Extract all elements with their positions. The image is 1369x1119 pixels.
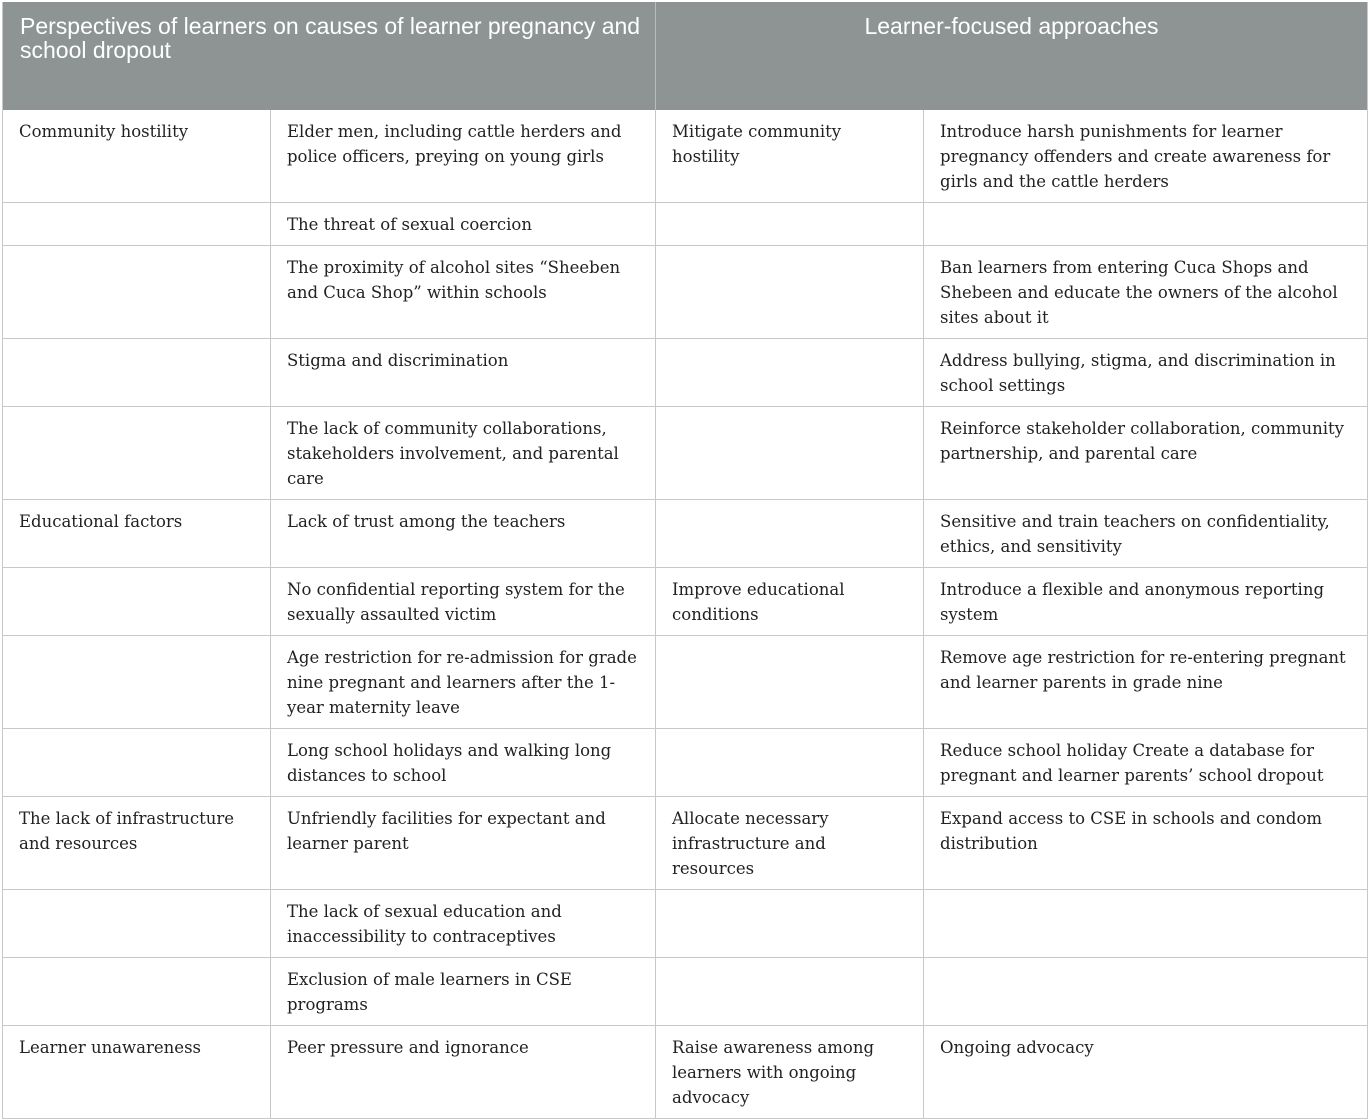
approach-detail-cell: Expand access to CSE in schools and condom distribution <box>924 797 1368 890</box>
cause-category-cell: Learner unawareness <box>3 1026 271 1119</box>
table-row <box>3 1026 1368 1119</box>
data-table <box>2 2 1368 1119</box>
cause-detail-cell: Elder men, including cattle herders and police officers, preying on young girls <box>271 110 656 203</box>
approach-detail-cell <box>924 890 1368 958</box>
approach-detail-cell: Ban learners from entering Cuca Shops and Shebeen and educate the owners of the alcohol sites about it <box>924 246 1368 339</box>
table-row <box>3 958 1368 1026</box>
header-approaches: Learner-focused approaches <box>656 2 1368 110</box>
header-perspectives: Perspectives of learners on causes of learner pregnancy and school dropout <box>3 2 656 110</box>
table-row <box>3 203 1368 246</box>
cause-detail-cell: Age restriction for re-admission for grade nine pregnant and learners after the 1-year maternity leave <box>271 636 656 729</box>
cause-detail-cell: Exclusion of male learners in CSE programs <box>271 958 656 1026</box>
cause-detail-cell: No confidential reporting system for the sexually assaulted victim <box>271 568 656 636</box>
approach-category-cell <box>656 203 924 246</box>
approach-category-cell <box>656 500 924 568</box>
approach-detail-cell: Reinforce stakeholder collaboration, community partnership, and parental care <box>924 407 1368 500</box>
table-row <box>3 568 1368 636</box>
approach-detail-cell: Introduce harsh punishments for learner pregnancy offenders and create awareness for girls and the cattle herders <box>924 110 1368 203</box>
approach-detail-cell <box>924 958 1368 1026</box>
cause-detail-cell: Long school holidays and walking long distances to school <box>271 729 656 797</box>
cause-category-cell <box>3 729 271 797</box>
table-row <box>3 339 1368 407</box>
approach-detail-cell: Address bullying, stigma, and discrimination in school settings <box>924 339 1368 407</box>
cause-category-cell <box>3 568 271 636</box>
cause-detail-cell: Stigma and discrimination <box>271 339 656 407</box>
cause-category-cell <box>3 958 271 1026</box>
approach-category-cell: Allocate necessary infrastructure and resources <box>656 797 924 890</box>
table-row <box>3 636 1368 729</box>
table-row <box>3 246 1368 339</box>
approach-category-cell <box>656 890 924 958</box>
cause-category-cell <box>3 636 271 729</box>
cause-detail-cell: The proximity of alcohol sites “Sheeben and Cuca Shop” within schools <box>271 246 656 339</box>
approach-detail-cell: Introduce a flexible and anonymous reporting system <box>924 568 1368 636</box>
table-row <box>3 890 1368 958</box>
cause-detail-cell: Unfriendly facilities for expectant and learner parent <box>271 797 656 890</box>
approach-detail-cell: Ongoing advocacy <box>924 1026 1368 1119</box>
cause-category-cell: Educational factors <box>3 500 271 568</box>
cause-category-cell: The lack of infrastructure and resources <box>3 797 271 890</box>
cause-category-cell <box>3 339 271 407</box>
cause-category-cell <box>3 246 271 339</box>
cause-detail-cell: The lack of community collaborations, stakeholders involvement, and parental care <box>271 407 656 500</box>
cause-detail-cell: Peer pressure and ignorance <box>271 1026 656 1119</box>
approach-category-cell <box>656 339 924 407</box>
approach-category-cell: Improve educational conditions <box>656 568 924 636</box>
cause-detail-cell: The threat of sexual coercion <box>271 203 656 246</box>
approach-category-cell: Mitigate community hostility <box>656 110 924 203</box>
table-row <box>3 407 1368 500</box>
cause-detail-cell: Lack of trust among the teachers <box>271 500 656 568</box>
approach-category-cell <box>656 636 924 729</box>
approach-detail-cell: Remove age restriction for re-entering pregnant and learner parents in grade nine <box>924 636 1368 729</box>
cause-detail-cell: The lack of sexual education and inaccessibility to contraceptives <box>271 890 656 958</box>
table-row <box>3 500 1368 568</box>
cause-category-cell <box>3 203 271 246</box>
table-row <box>3 110 1368 203</box>
approach-category-cell <box>656 958 924 1026</box>
approach-detail-cell: Reduce school holiday Create a database for pregnant and learner parents’ school dropout <box>924 729 1368 797</box>
table-body <box>3 110 1368 1119</box>
approach-detail-cell: Sensitive and train teachers on confidentiality, ethics, and sensitivity <box>924 500 1368 568</box>
table-row <box>3 729 1368 797</box>
approach-category-cell <box>656 407 924 500</box>
approach-category-cell: Raise awareness among learners with ongoing advocacy <box>656 1026 924 1119</box>
cause-category-cell <box>3 407 271 500</box>
cause-category-cell: Community hostility <box>3 110 271 203</box>
table-header <box>3 2 1368 110</box>
approach-category-cell <box>656 246 924 339</box>
table-container <box>2 2 1367 1119</box>
table-row <box>3 797 1368 890</box>
cause-category-cell <box>3 890 271 958</box>
approach-category-cell <box>656 729 924 797</box>
approach-detail-cell <box>924 203 1368 246</box>
